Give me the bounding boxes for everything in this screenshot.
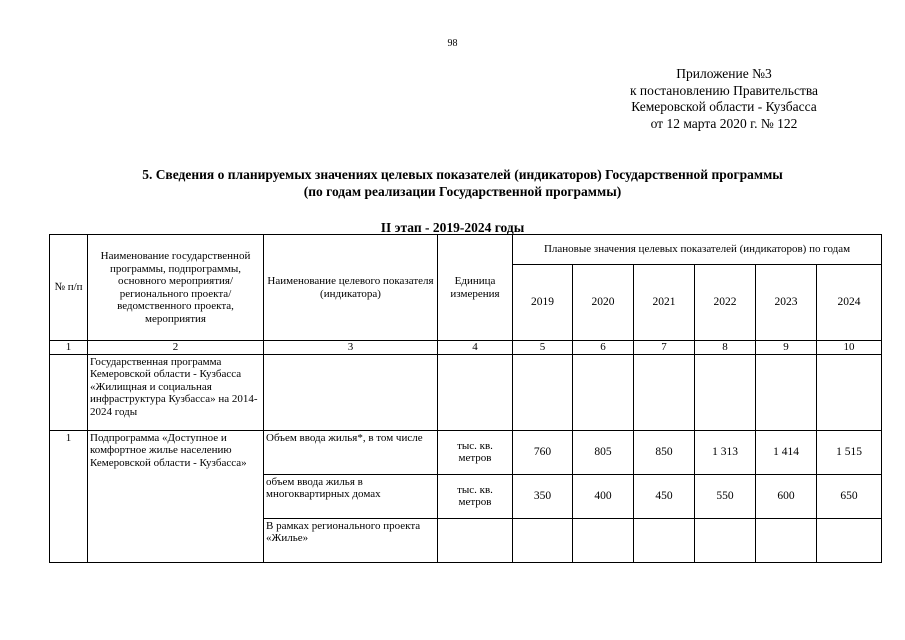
header-no: № п/п — [50, 235, 88, 341]
empty-cell — [756, 354, 817, 430]
header-indicator: Наименование целевого показателя (индикатора) — [264, 235, 438, 341]
subprogram-name: Подпрограмма «Доступное и комфортное жилье населению Кемеровской области - Кузбасса» — [88, 430, 264, 562]
empty-cell — [695, 354, 756, 430]
appendix-line: Приложение №3 — [676, 66, 772, 81]
page-number: 98 — [447, 38, 458, 49]
column-number: 10 — [817, 341, 882, 355]
header-year: 2023 — [756, 265, 817, 341]
empty-cell — [513, 354, 573, 430]
row-number: 1 — [50, 430, 88, 562]
indicator-name: объем ввода жилья в многоквартирных домах — [264, 474, 438, 518]
unit-cell — [438, 518, 513, 562]
empty-cell — [817, 354, 882, 430]
program-name: Государственная программа Кемеровской области - Кузбасса «Жилищная и социальная инфраструктура Кузбасса» на 2014-2024 годы — [88, 354, 264, 430]
program-row — [50, 354, 882, 430]
header-year: 2022 — [695, 265, 756, 341]
column-number: 6 — [573, 341, 634, 355]
column-number: 8 — [695, 341, 756, 355]
header-year: 2020 — [573, 265, 634, 341]
empty-cell — [264, 354, 438, 430]
value-cell — [756, 518, 817, 562]
indicator-name: Объем ввода жилья*, в том числе — [264, 430, 438, 474]
header-year: 2021 — [634, 265, 695, 341]
column-number: 5 — [513, 341, 573, 355]
value-cell: 1 515 — [817, 430, 882, 474]
column-number: 2 — [88, 341, 264, 355]
value-cell — [573, 518, 634, 562]
appendix-line: к постановлению Правительства — [629, 82, 819, 98]
value-cell: 350 — [513, 474, 573, 518]
value-cell: 1 313 — [695, 430, 756, 474]
value-cell: 1 414 — [756, 430, 817, 474]
header-unit: Единица измерения — [438, 235, 513, 341]
unit-cell: тыс. кв. метров — [438, 474, 513, 518]
column-number: 3 — [264, 341, 438, 355]
appendix-line: Кемеровской области - Кузбасса — [631, 99, 817, 114]
value-cell: 805 — [573, 430, 634, 474]
stage-heading: II этап - 2019-2024 годы — [380, 220, 525, 235]
indicators-table — [49, 234, 882, 563]
indicator-name: В рамках регионального проекта «Жилье» — [264, 518, 438, 562]
value-cell — [513, 518, 573, 562]
value-cell: 650 — [817, 474, 882, 518]
column-number: 1 — [50, 341, 88, 355]
value-cell — [817, 518, 882, 562]
header-planned-values: Плановые значения целевых показателей (индикаторов) по годам — [513, 235, 882, 265]
value-cell: 450 — [634, 474, 695, 518]
empty-cell — [438, 354, 513, 430]
value-cell: 760 — [513, 430, 573, 474]
value-cell — [634, 518, 695, 562]
appendix-note — [600, 66, 848, 132]
column-number-row — [50, 341, 882, 355]
value-cell: 550 — [695, 474, 756, 518]
header-name: Наименование государственной программы, подпрограммы, основного мероприятия/ регионального проекта/ ведомственного проекта, мероприятия — [88, 235, 264, 341]
value-cell — [695, 518, 756, 562]
column-number: 9 — [756, 341, 817, 355]
header-year: 2019 — [513, 265, 573, 341]
value-cell: 400 — [573, 474, 634, 518]
empty-cell — [50, 354, 88, 430]
column-number: 7 — [634, 341, 695, 355]
appendix-line: от 12 марта 2020 г. № 122 — [650, 115, 798, 131]
value-cell: 600 — [756, 474, 817, 518]
unit-cell: тыс. кв. метров — [438, 430, 513, 474]
empty-cell — [634, 354, 695, 430]
header-year: 2024 — [817, 265, 882, 341]
column-number: 4 — [438, 341, 513, 355]
document-title — [60, 167, 865, 200]
value-cell: 850 — [634, 430, 695, 474]
table-row — [50, 430, 882, 474]
empty-cell — [573, 354, 634, 430]
title-line: 5. Сведения о планируемых значениях целевых показателей (индикаторов) Государственной программы — [142, 167, 783, 182]
title-line: (по годам реализации Государственной программы) — [303, 183, 622, 199]
